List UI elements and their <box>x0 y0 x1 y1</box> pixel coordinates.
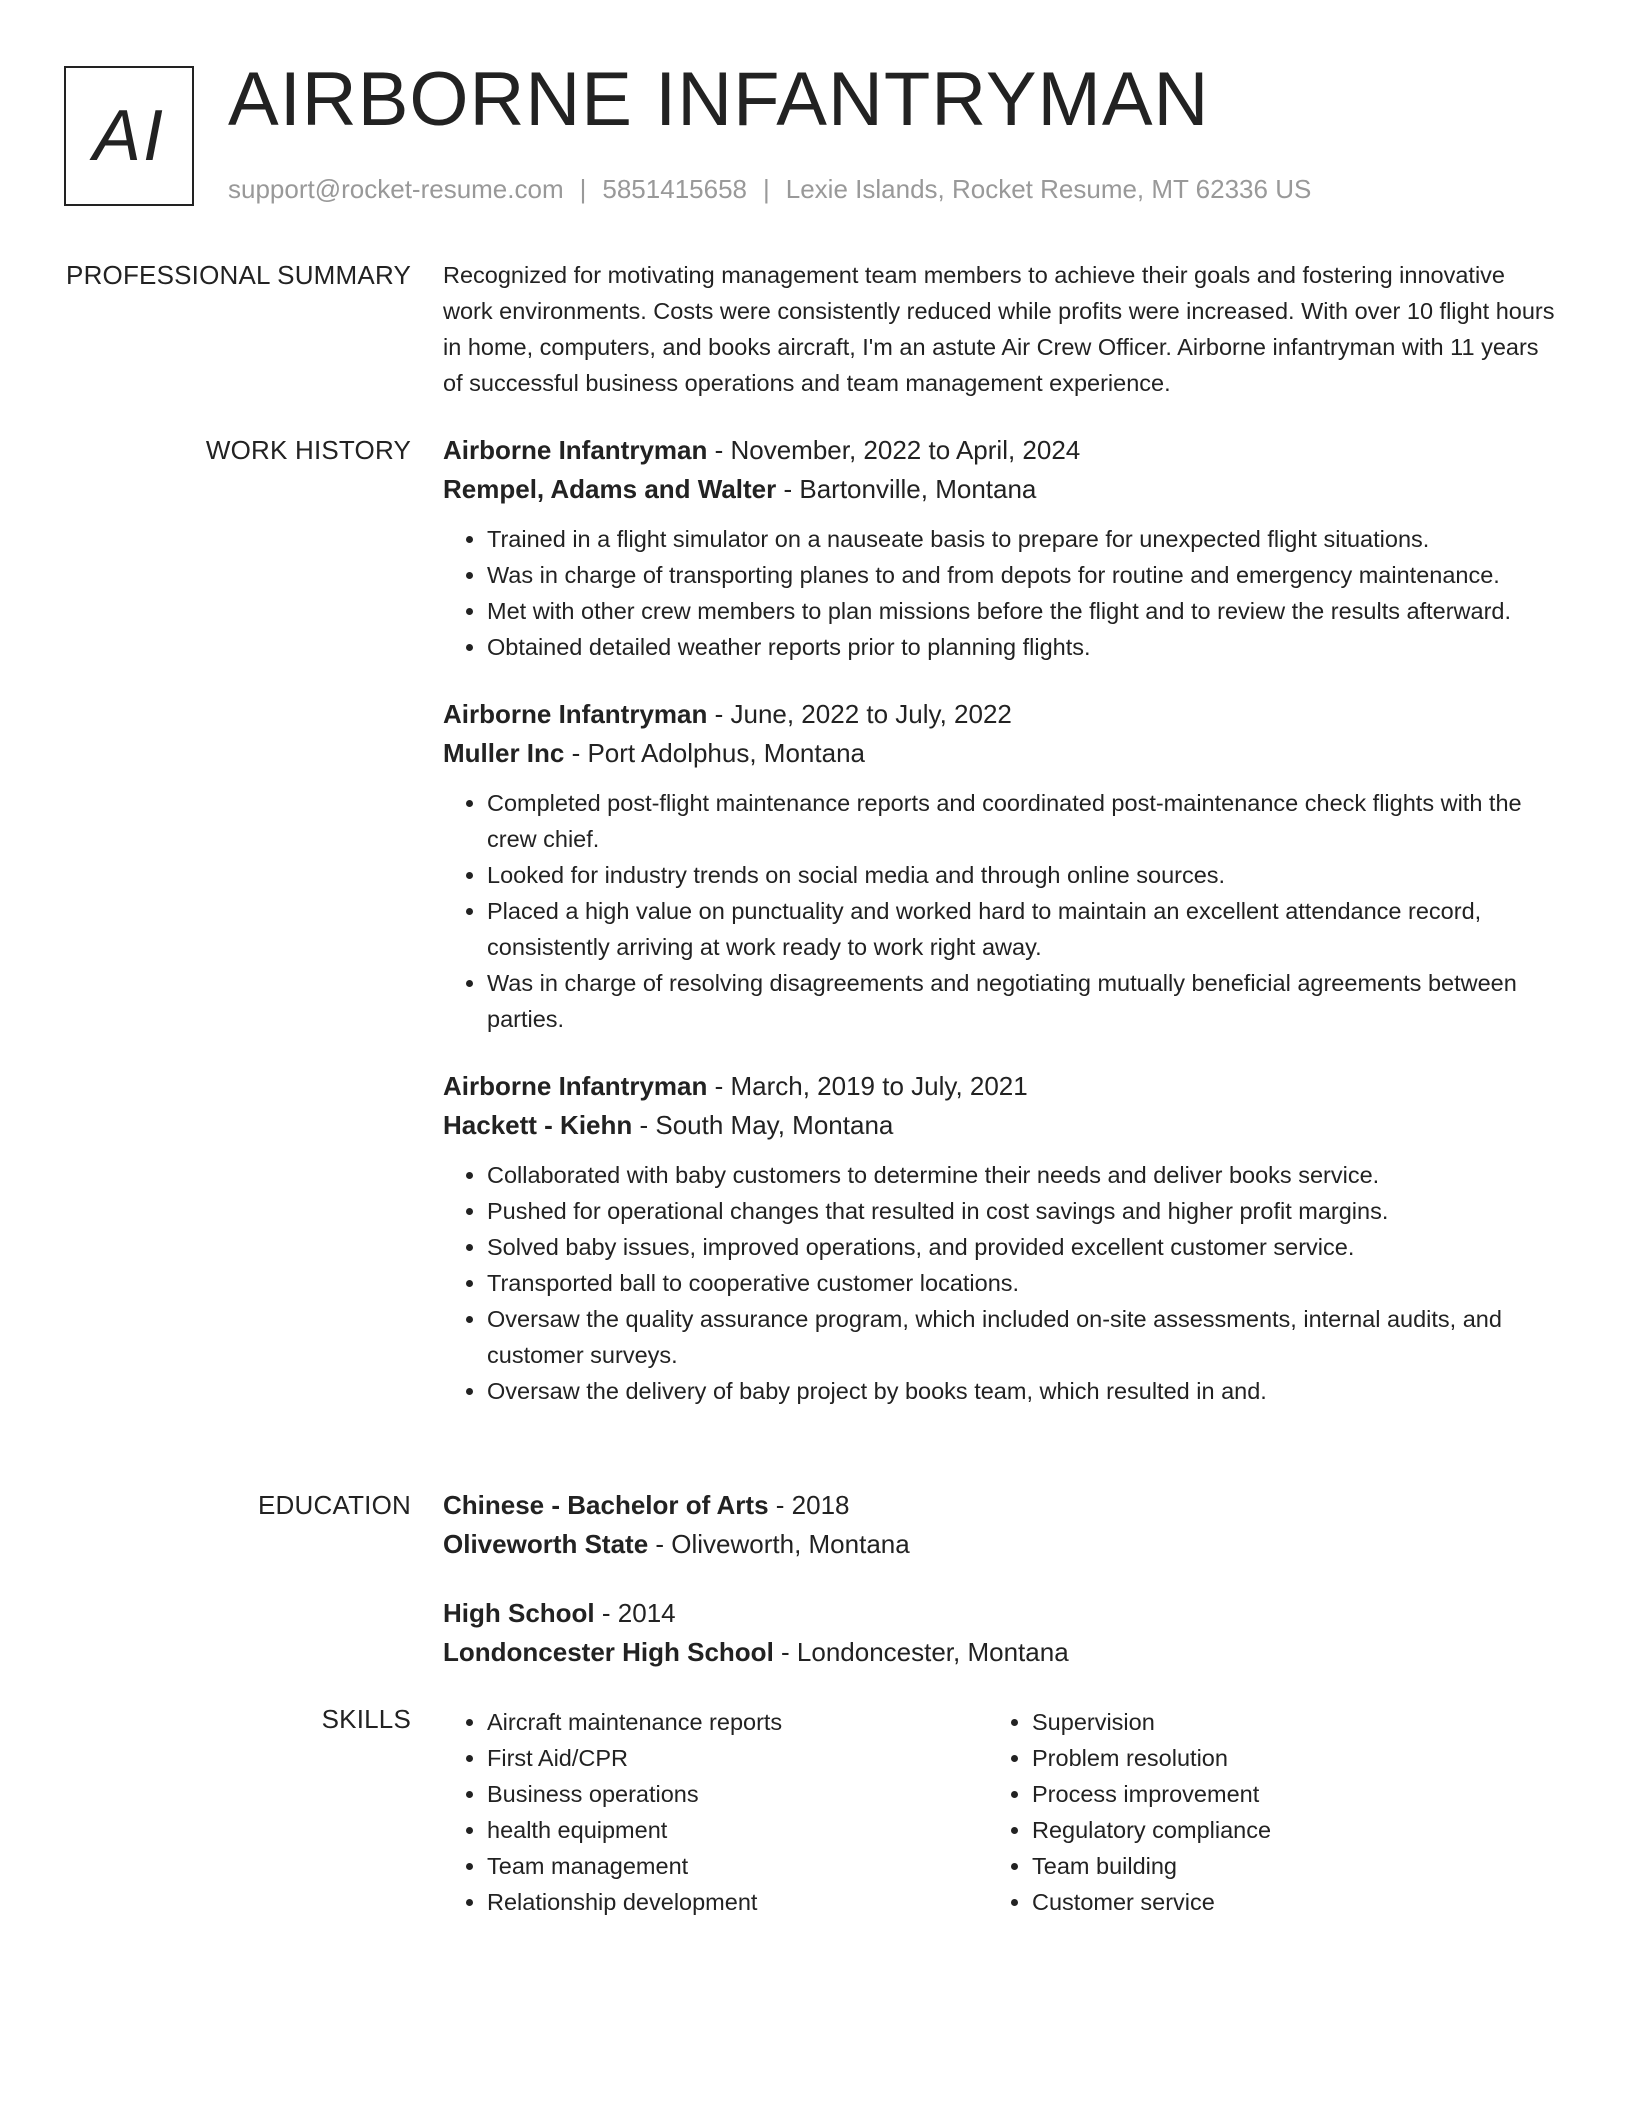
education-year: - 2018 <box>768 1490 850 1520</box>
job-bullet: • Solved baby issues, improved operations, and provided excellent customer service. <box>487 1229 1559 1265</box>
education-entry <box>443 1594 1559 1672</box>
education-heading: EDUCATION <box>258 1490 411 1520</box>
job-title-line <box>443 1067 1559 1106</box>
contact-separator: | <box>579 174 587 204</box>
work-history-heading: WORK HISTORY <box>205 435 411 465</box>
skill-item: • Team building <box>1032 1848 1533 1884</box>
job-company-line <box>443 1106 1559 1145</box>
education-school-line <box>443 1525 1559 1564</box>
job-bullet: • Collaborated with baby customers to determine their needs and deliver books service. <box>487 1157 1559 1193</box>
education-degree: Chinese - Bachelor of Arts <box>443 1490 769 1520</box>
job-bullets <box>443 785 1559 1037</box>
job-company: Rempel, Adams and Walter <box>443 474 777 504</box>
summary-body <box>443 257 1559 401</box>
skill-item: • Customer service <box>1032 1884 1533 1920</box>
education-body <box>443 1486 1559 1702</box>
job-company: Muller Inc <box>443 738 565 768</box>
job-location: - Bartonville, Montana <box>776 474 1037 504</box>
skill-item: • Team management <box>487 1848 988 1884</box>
education-school: Londoncester High School <box>443 1637 774 1667</box>
job-entry <box>443 431 1559 665</box>
job-dates: - March, 2019 to July, 2021 <box>707 1071 1028 1101</box>
job-title-line <box>443 695 1559 734</box>
summary-heading: PROFESSIONAL SUMMARY <box>66 260 411 290</box>
work-history-body <box>443 431 1559 1439</box>
contact-email: support@rocket-resume.com <box>228 174 564 204</box>
job-bullet: • Oversaw the delivery of baby project by books team, which resulted in and. <box>487 1373 1559 1409</box>
job-location: - Port Adolphus, Montana <box>564 738 865 768</box>
education-degree-line <box>443 1594 1559 1633</box>
skill-item: • health equipment <box>487 1812 988 1848</box>
skill-item: • Process improvement <box>1032 1776 1533 1812</box>
job-bullets <box>443 521 1559 665</box>
education-year: - 2014 <box>594 1598 676 1628</box>
job-bullet: • Was in charge of transporting planes to and from depots for routine and emergency maintenance. <box>487 557 1559 593</box>
summary-text: Recognized for motivating management team members to achieve their goals and fostering innovative work environments. Costs were consistently reduced while profits were increased. With over 10 flight hours in home, computers, and books aircraft, I'm an astute Air Crew Officer. Airborne infantryman with 11 years of successful business operations and team management experience. <box>443 262 1555 396</box>
job-title: Airborne Infantryman <box>443 699 708 729</box>
candidate-name: AIRBORNE INFANTRYMAN <box>228 57 1210 142</box>
job-title-line <box>443 431 1559 470</box>
job-dates: - June, 2022 to July, 2022 <box>707 699 1012 729</box>
job-bullet: • Oversaw the quality assurance program, which included on-site assessments, internal audits, and customer surveys. <box>487 1301 1559 1373</box>
education-entry <box>443 1486 1559 1564</box>
skill-item: • Supervision <box>1032 1704 1533 1740</box>
job-title: Airborne Infantryman <box>443 1071 708 1101</box>
skill-item: • Aircraft maintenance reports <box>487 1704 988 1740</box>
job-bullet: • Obtained detailed weather reports prior to planning flights. <box>487 629 1559 665</box>
skills-body <box>443 1704 1559 1920</box>
job-bullet: • Was in charge of resolving disagreements and negotiating mutually beneficial agreements between parties. <box>487 965 1559 1037</box>
education-degree: High School <box>443 1598 595 1628</box>
education-school: Oliveworth State <box>443 1529 649 1559</box>
job-bullet: • Completed post-flight maintenance reports and coordinated post-maintenance check flights with the crew chief. <box>487 785 1559 857</box>
skill-item: • First Aid/CPR <box>487 1740 988 1776</box>
education-location: - Londoncester, Montana <box>773 1637 1069 1667</box>
job-company: Hackett - Kiehn <box>443 1110 633 1140</box>
education-degree-line <box>443 1486 1559 1525</box>
job-bullet: • Pushed for operational changes that resulted in cost savings and higher profit margins. <box>487 1193 1559 1229</box>
skill-item: • Relationship development <box>487 1884 988 1920</box>
monogram-logo: AI <box>64 66 194 206</box>
skills-column-right <box>988 1704 1533 1920</box>
education-school-line <box>443 1633 1559 1672</box>
job-bullet: • Met with other crew members to plan missions before the flight and to review the results afterward. <box>487 593 1559 629</box>
job-bullet: • Transported ball to cooperative customer locations. <box>487 1265 1559 1301</box>
job-entry <box>443 1067 1559 1409</box>
contact-address: Lexie Islands, Rocket Resume, MT 62336 US <box>785 174 1312 204</box>
contact-phone: 5851415658 <box>602 174 747 204</box>
job-bullet: • Trained in a flight simulator on a nauseate basis to prepare for unexpected flight situations. <box>487 521 1559 557</box>
skill-item: • Regulatory compliance <box>1032 1812 1533 1848</box>
skills-column-left <box>443 1704 988 1920</box>
job-company-line <box>443 734 1559 773</box>
job-location: - South May, Montana <box>632 1110 894 1140</box>
education-location: - Oliveworth, Montana <box>648 1529 910 1559</box>
job-entry <box>443 695 1559 1037</box>
job-bullet: • Placed a high value on punctuality and worked hard to maintain an excellent attendance record, consistently arriving at work ready to work right away. <box>487 893 1559 965</box>
skill-item: • Business operations <box>487 1776 988 1812</box>
contact-separator: | <box>763 174 770 204</box>
job-title: Airborne Infantryman <box>443 435 708 465</box>
job-bullets <box>443 1157 1559 1409</box>
job-company-line <box>443 470 1559 509</box>
skills-heading: SKILLS <box>321 1704 411 1734</box>
skill-item: • Problem resolution <box>1032 1740 1533 1776</box>
job-bullet: • Looked for industry trends on social media and through online sources. <box>487 857 1559 893</box>
job-dates: - November, 2022 to April, 2024 <box>707 435 1081 465</box>
contact-line <box>228 174 1311 205</box>
